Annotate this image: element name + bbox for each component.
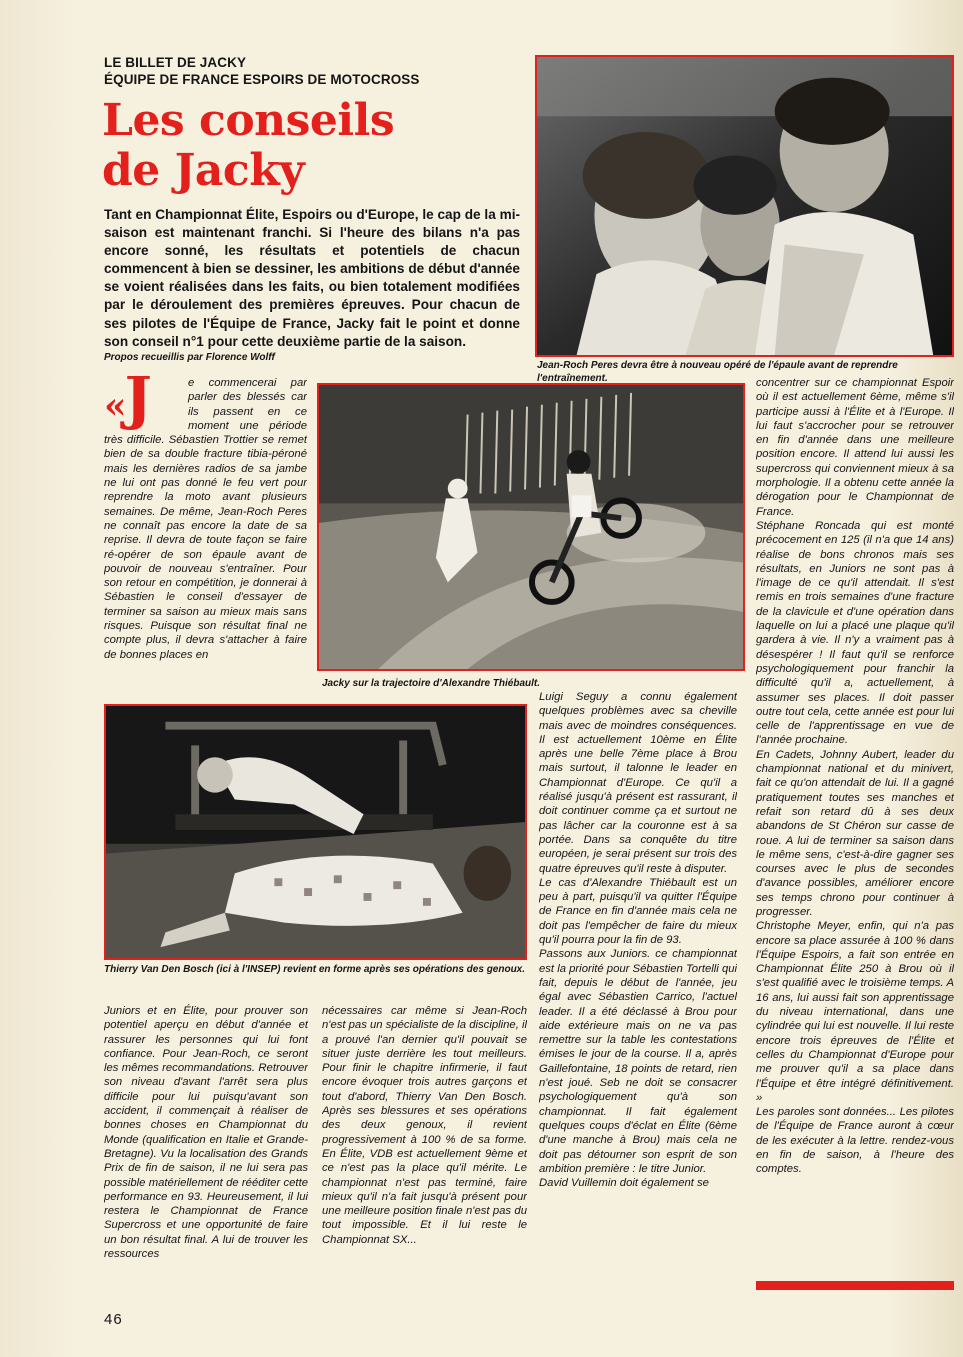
- caption-vandenbosch: Thierry Van Den Bosch (ici à l'INSEP) revient en forme après ses opérations des genoux.: [104, 964, 526, 975]
- photo-thiebault-image: [319, 385, 743, 669]
- column-4-para-3: Passons aux Juniors. ce championnat est la priorité pour Sébastien Tortelli qui fait, depuis le début de l'année, jeu égal avec Sébastien Carrico, l'actuel leader. Il a été déclassé à Brou pour aide extérieure mais on ne va pas remettre sur la table les contestations émises le jour de la course. Il a, après Gaillefontaine, 18 points de retard, rien n'est joué. Seb ne doit se consacrer psychologiquement qu'à son championnat. Il fait également quelques coups d'éclat en Élite (6ème d'une manche à Brou) mais cela ne doit pas détourner son esprit de son ambition première : le titre Junior.: [539, 948, 737, 1175]
- kicker-line-1: LE BILLET DE JACKY: [104, 55, 247, 70]
- title-line-1: Les conseils: [102, 95, 395, 146]
- column-1-text: e commencerai par parler des blessés car ils passent en ce moment une période très difficile. Sébastien Trottier se remet bien de sa double fracture tibia-péroné mais les dernières radios de sa jambe ne lui ont pas donné le feu vert pour reprendre la moto avant plusieurs semaines. De même, Jean-Roch Peres ne connaît pas encore la date de sa reprise. Il devra de toute façon se faire ré-opérer de son épaule avant de pouvoir de nouveau s'entraîner. Pour son retour en compétition, je donnerai à Sébastien le conseil d'essayer de terminer sa saison au mieux mais sans risques. Puisque son résultat final ne compte plus, il devra s'attacher à faire de bonnes places en: [104, 377, 307, 661]
- column-4-para-2: Le cas d'Alexandre Thiébault est un peu à part, puisqu'il va quitter l'Équipe de France en fin d'année mais cela ne doit pas l'empêcher de faire du mieux qu'il pourra pour la fin de 93.: [539, 876, 737, 947]
- column-5-para-1: concentrer sur ce championnat Espoir où il est actuellement 6ème, même s'il participe aussi à l'Élite et à l'Europe. Il lui faut s'accrocher pour se retrouver en fin d'année dans une meilleure position encore. Il attend lui aussi les supercross qui conviennent mieux à sa morphologie. Il a obtenu cette année la dérogation pour le Championnat de France.: [756, 377, 954, 518]
- title-line-2: de Jacky: [102, 145, 305, 196]
- body-column-4: [539, 690, 737, 1294]
- photo-vandenbosch: [104, 704, 527, 960]
- page-number: 46: [104, 1311, 123, 1328]
- photo-thiebault: [317, 383, 745, 671]
- body-column-5: [756, 376, 954, 1278]
- caption-thiebault: Jacky sur la trajectoire d'Alexandre Thiébault.: [322, 678, 541, 689]
- column-5-para-2: Stéphane Roncada qui est monté précocement en 125 (il n'a que 14 ans) réalise de bons chronos mais ses résultats, en Juniors ne sont pas à l'image de ce qu'il attendait. Il s'est remis en trois semaines d'une fracture de la clavicule et d'une opération dans laquelle on lui a placé une plaque qu'il gardera à vie. Il n'y a vraiment pas à désespérer ! Il faut qu'il se renforce psychologiquement pour franchir la difficulté qu'il a, actuellement, à assumer ses places. Il doit passer outre tout cela, cette année est pour lui celle de l'apprentissage en vue de l'année prochaine.: [756, 519, 954, 747]
- column-3-text: nécessaires car même si Jean-Roch n'est pas un spécialiste de la discipline, il a prouvé l'an dernier qu'il pouvait se situer juste derrière les tout meilleurs. Pour finir le chapitre infirmerie, il faut encore évoquer trois autres garçons et tout d'abord, Thierry Van Den Bosch. Après ses blessures et ses opérations des deux genoux, il revient progressivement à 100 % de sa forme. En Élite, VDB est actuellement 9ème et ce n'est pas la place qu'il mérite. Le championnat n'est pas terminé, faire mieux qu'il n'a fait jusqu'à présent pour une meilleure position finale n'est pas du tout impossible. Et il lui reste le Championnat SX...: [322, 1005, 527, 1246]
- column-4-para-4: David Vuillemin doit également se: [539, 1177, 709, 1190]
- caption-peres: Jean-Roch Peres devra être à nouveau opéré de l'épaule avant de reprendre l'entraînement.: [537, 360, 898, 384]
- article-title: [102, 96, 532, 196]
- article-intro: Tant en Championnat Élite, Espoirs ou d'Europe, le cap de la mi-saison est maintenant franchi. Si l'heure des bilans n'a pas encore sonné, les résultats et potentiels de chacun commencent à bien se dessiner, les ambitions de début d'année se voient réalisées dans les faits, ou bien totalement modifiées par le déroulement des premières épreuves. Pour chacun de ses pilotes de l'Équipe de France, Jacky fait le point et donne son conseil n°1 pour cette deuxième partie de la saison.: [104, 207, 520, 349]
- kicker-line-2: ÉQUIPE DE FRANCE ESPOIRS DE MOTOCROSS: [104, 72, 420, 87]
- section-kicker: [104, 54, 534, 88]
- drop-cap-block: [104, 376, 188, 432]
- drop-cap: J: [124, 376, 152, 432]
- photo-vandenbosch-image: [106, 706, 525, 958]
- open-quote: «: [104, 385, 125, 427]
- column-4-para-1: Luigi Seguy a connu également quelques problèmes avec sa cheville mais avec de moindres conséquences. Il est actuellement 10ème en Élite après une belle 7ème place à Brou mais surtout, il talonne le leader en Championnat d'Europe. Ce qu'il a réalisé jusqu'à présent est rassurant, il doit continuer comme ça et surtout ne pas lâcher car la couronne est à sa portée. Dans sa conquête du titre européen, je serai présent sur trois des quatre épreuves qu'il reste à disputer.: [539, 691, 737, 875]
- photo-peres: [535, 55, 954, 357]
- column-2-text: Juniors et en Élite, pour prouver son potentiel aperçu en début d'année et rassurer les personnes qui lui font confiance. Pour Jean-Roch, ce seront les mêmes recommandations. Retrouver son niveau d'avant l'arrêt sera plus difficile pour lui puisqu'avant son accident, il commençait à réaliser de bonnes choses en Championnat du Monde (qualification en Italie et Grande-Bretagne). Vu la localisation des Grands Prix de fin de saison, il ne lui sera pas possible matériellement de rééditer cette performance en 93. Heureusement, il lui restera le Championnat de France Supercross et une opportunité de faire un bon résultat final. A lui de trouver les ressources: [104, 1005, 308, 1261]
- body-column-3: [322, 1004, 527, 1294]
- photo-peres-image: [537, 57, 952, 355]
- column-5-para-4: Christophe Meyer, enfin, qui n'a pas encore sa place assurée à 100 % dans l'Équipe Espoirs, a fait son entrée en Championnat Élite 250 à Brou où il s'est qualifié avec le troisième temps. A 16 ans, lui aussi fait son apprentissage du niveau international, dans une cylindrée qui lui est nouvelle. Il lui reste encore trois épreuves de l'Élite et celles du Championnat d'Europe pour me prouver qu'il a sa place dans l'Équipe et être intégré définitivement. »: [756, 920, 954, 1104]
- column-5-para-3: En Cadets, Johnny Aubert, leader du championnat national et du minivert, fait ce qu'on attendait de lui. Il a gagné pratiquement toutes ses manches et refait son retard dû à ses deux abandons de St Chéron sur casse de roue. A lui de terminer sa saison dans le même sens, c'est-à-dire gagner ses courses avec le plus de secondes d'avance possibles, améliorer encore ses temps chrono pour continuer à progresser.: [756, 748, 954, 918]
- body-column-2: [104, 1004, 308, 1294]
- column-5-para-5: Les paroles sont données... Les pilotes de l'Équipe de France auront à cœur de les exécuter à la lettre. rendez-vous en fin de saison, à l'heure des comptes.: [756, 1106, 954, 1176]
- byline: Propos recueillis par Florence Wolff: [104, 352, 275, 363]
- body-column-1: [104, 376, 307, 698]
- article-end-bar: [756, 1281, 954, 1290]
